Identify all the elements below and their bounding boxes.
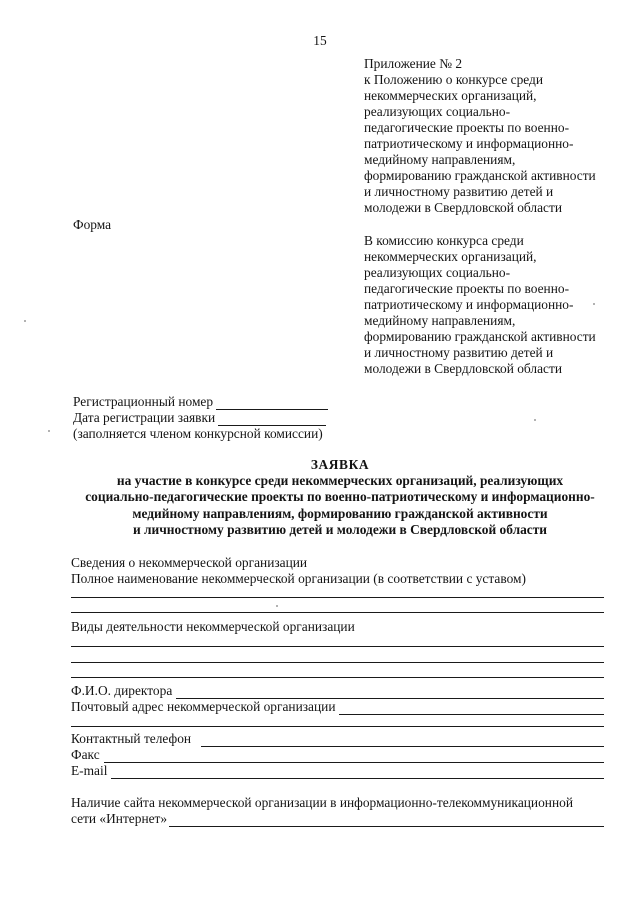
org-info-label: Сведения о некоммерческой организации: [71, 555, 308, 570]
annex-text: [364, 72, 596, 216]
postal-address-row: [71, 699, 604, 715]
annex-line: патриотическому и информационно-: [364, 136, 574, 151]
page-number: 15: [313, 33, 327, 48]
heading-line: социально-педагогические проекты по военно-патриотическому и информационно-: [85, 489, 595, 505]
annex-line: молодежи в Свердловской области: [364, 200, 562, 215]
commission-line: некоммерческих организаций,: [364, 249, 537, 264]
registration-number-field[interactable]: [216, 397, 328, 410]
commission-line: формированию гражданской активности: [364, 329, 596, 344]
full-name-label: Полное наименование некоммерческой организации (в соответствии с уставом): [71, 571, 526, 586]
registration-number-label: Регистрационный номер: [73, 394, 214, 410]
email-field[interactable]: [111, 766, 604, 779]
form-label: Форма: [73, 217, 112, 232]
heading-line: на участие в конкурсе среди некоммерческих организаций, реализующих: [116, 473, 564, 489]
website-row: [71, 811, 604, 827]
full-name-field-line-2[interactable]: [71, 612, 604, 613]
commission-line: молодежи в Свердловской области: [364, 361, 562, 376]
activities-field-line-3[interactable]: [71, 677, 604, 678]
director-field[interactable]: [176, 686, 604, 699]
registration-date-row: [73, 410, 328, 426]
registration-note-row: [73, 426, 328, 442]
activities-label: Виды деятельности некоммерческой организации: [71, 619, 355, 634]
scan-speck: [48, 430, 50, 432]
fax-row: [71, 747, 604, 763]
phone-field[interactable]: [201, 734, 604, 747]
annex-line: некоммерческих организаций,: [364, 88, 537, 103]
commission-line: патриотическому и информационно-: [364, 297, 574, 312]
annex-line: к Положению о конкурсе среди: [364, 72, 544, 87]
annex-line: и личностному развитию детей и: [364, 184, 554, 199]
fax-field[interactable]: [104, 750, 604, 763]
commission-line: педагогические проекты по военно-: [364, 281, 570, 296]
director-label: Ф.И.О. директора: [71, 683, 173, 699]
annex-line: педагогические проекты по военно-: [364, 120, 570, 135]
email-row: [71, 763, 604, 779]
scan-speck: [276, 605, 278, 607]
fax-label: Факс: [71, 747, 100, 763]
full-name-field-line-1[interactable]: [71, 597, 604, 598]
document-title: ЗАЯВКА: [310, 457, 370, 472]
website-label-line-1: Наличие сайта некоммерческой организации в информационно-телекоммуникационной: [71, 795, 573, 810]
commission-line: В комиссию конкурса среди: [364, 233, 524, 248]
activities-field-line-2[interactable]: [71, 662, 604, 663]
scan-speck: [534, 419, 536, 421]
registration-number-row: [73, 394, 328, 410]
scan-speck: [24, 320, 26, 322]
heading-line: и личностному развитию детей и молодежи в Свердловской области: [132, 521, 548, 537]
annex-line: медийному направлениям,: [364, 152, 516, 167]
phone-row: [71, 731, 604, 747]
activities-field-line-1[interactable]: [71, 646, 604, 647]
scan-speck: [593, 303, 595, 305]
postal-address-label: Почтовый адрес некоммерческой организации: [71, 699, 336, 715]
annex-line: формированию гражданской активности: [364, 168, 596, 183]
email-label: E-mail: [71, 763, 108, 779]
postal-address-field-line-2[interactable]: [71, 726, 604, 727]
registration-block: [73, 394, 328, 442]
website-field[interactable]: [169, 814, 604, 827]
registration-note: (заполняется членом конкурсной комиссии): [73, 426, 323, 442]
commission-line: медийному направлениям,: [364, 313, 516, 328]
commission-address: [364, 233, 596, 377]
director-row: [71, 683, 604, 699]
heading-line: медийному направлениям, формированию гражданской активности: [132, 505, 548, 521]
postal-address-field[interactable]: [339, 702, 604, 715]
commission-line: и личностному развитию детей и: [364, 345, 554, 360]
registration-date-label: Дата регистрации заявки: [73, 410, 216, 426]
annex-title: Приложение № 2: [364, 56, 463, 71]
website-label-line-2: сети «Интернет»: [71, 811, 168, 827]
application-heading: [40, 457, 640, 538]
registration-date-field[interactable]: [218, 413, 326, 426]
annex-line: реализующих социально-: [364, 104, 511, 119]
commission-line: реализующих социально-: [364, 265, 511, 280]
phone-label: Контактный телефон: [71, 731, 192, 747]
